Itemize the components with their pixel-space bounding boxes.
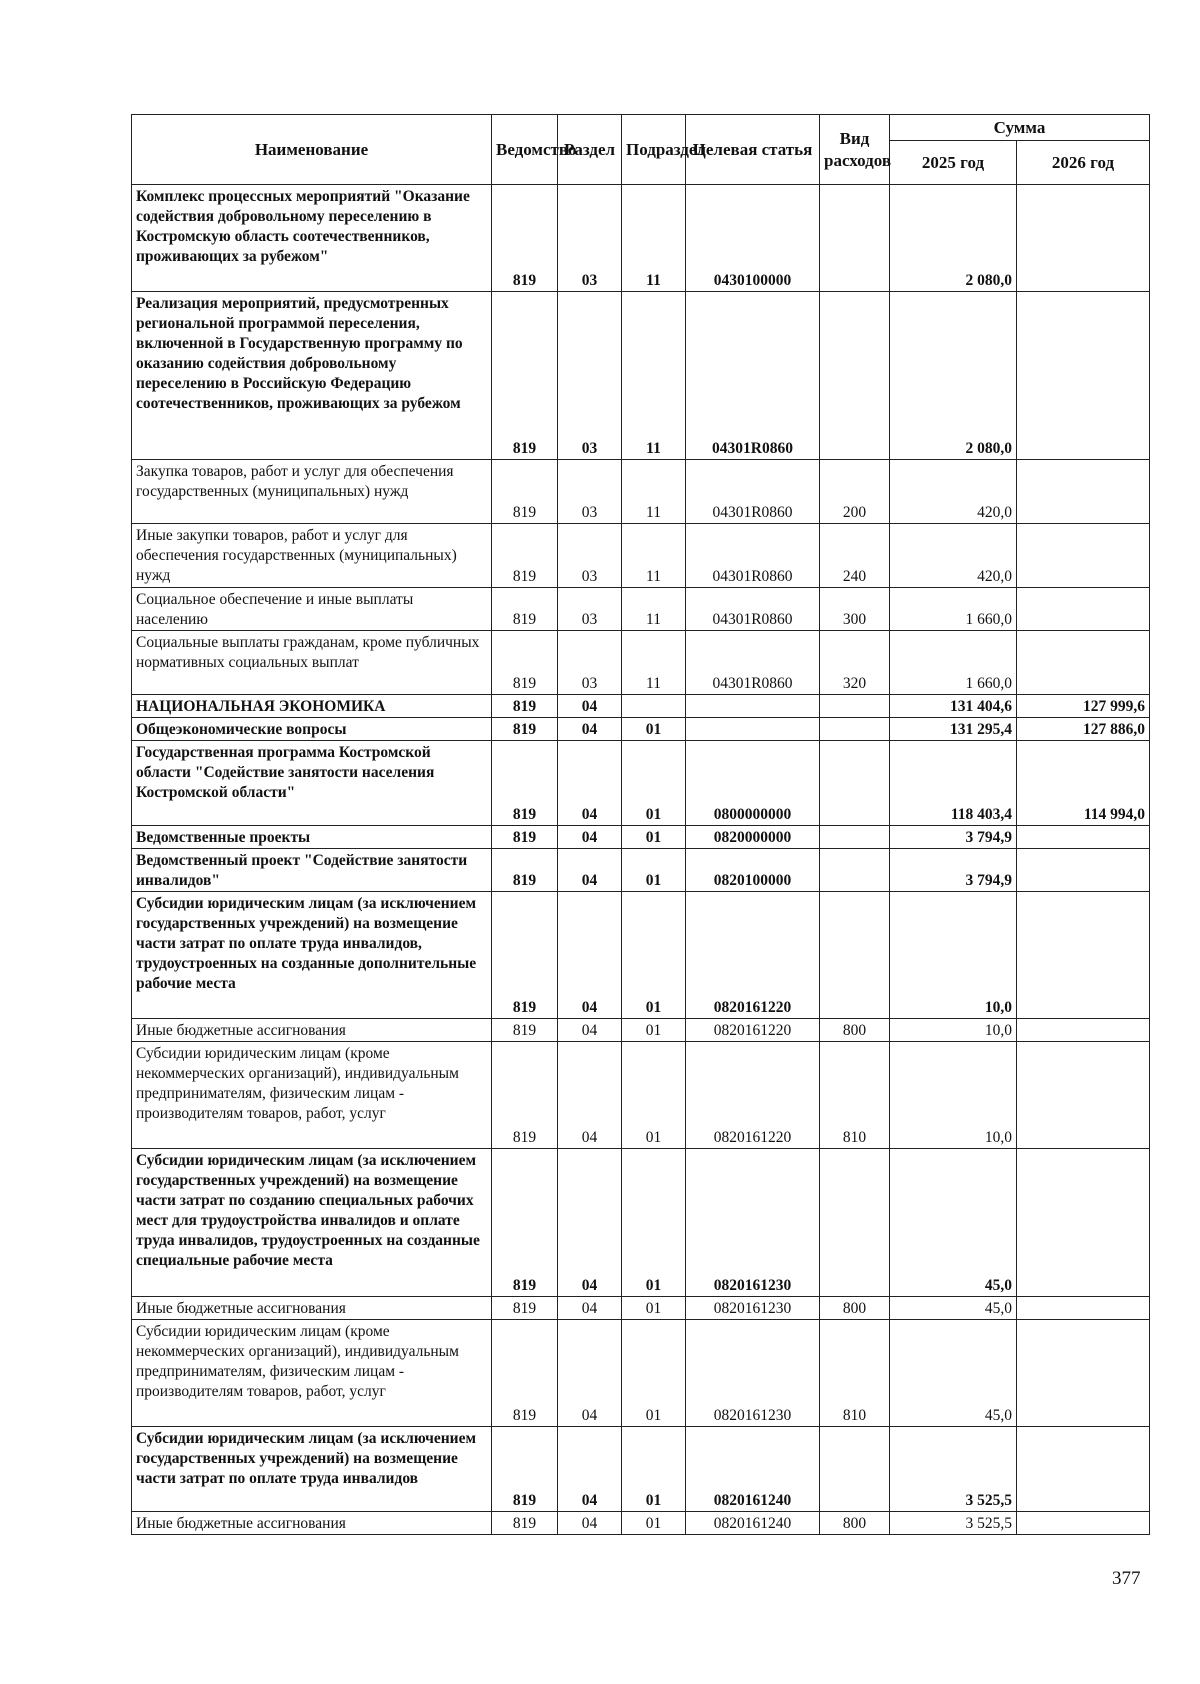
cell-podrazdel: 01 (622, 741, 686, 826)
cell-podrazdel: 11 (622, 292, 686, 460)
table-row (132, 1297, 1150, 1320)
header-razdel: Раздел (558, 115, 622, 185)
cell-sum-2025: 420,0 (890, 524, 1017, 588)
cell-celevaya-statya: 04301R0860 (686, 460, 820, 524)
cell-podrazdel: 11 (622, 588, 686, 631)
cell-sum-2026 (1017, 1149, 1150, 1297)
cell-podrazdel: 01 (622, 1512, 686, 1535)
table-body (132, 185, 1150, 1535)
cell-vid-rashodov (820, 292, 890, 460)
cell-vid-rashodov: 800 (820, 1512, 890, 1535)
cell-vid-rashodov: 240 (820, 524, 890, 588)
cell-celevaya-statya: 0820161220 (686, 892, 820, 1019)
cell-sum-2025: 3 794,9 (890, 849, 1017, 892)
table-row (132, 826, 1150, 849)
cell-vid-rashodov: 320 (820, 631, 890, 695)
cell-name: НАЦИОНАЛЬНАЯ ЭКОНОМИКА (132, 695, 492, 718)
cell-podrazdel: 11 (622, 185, 686, 292)
table-row (132, 1042, 1150, 1149)
cell-vedomstvo: 819 (492, 892, 558, 1019)
page-number: 377 (1112, 1568, 1141, 1589)
cell-razdel: 04 (558, 718, 622, 741)
table-row (132, 588, 1150, 631)
cell-sum-2026 (1017, 1019, 1150, 1042)
cell-sum-2026 (1017, 185, 1150, 292)
cell-name: Субсидии юридическим лицам (кроме некоммерческих организаций), индивидуальным предпринимателям, физическим лицам - производителям товаров, работ, услуг (132, 1320, 492, 1427)
table-row (132, 292, 1150, 460)
cell-vid-rashodov (820, 826, 890, 849)
cell-razdel: 04 (558, 849, 622, 892)
cell-vid-rashodov (820, 849, 890, 892)
cell-name: Ведомственный проект "Содействие занятости инвалидов" (132, 849, 492, 892)
cell-name: Государственная программа Костромской области "Содействие занятости населения Костромской области" (132, 741, 492, 826)
cell-podrazdel: 01 (622, 826, 686, 849)
table-row (132, 185, 1150, 292)
cell-name: Иные бюджетные ассигнования (132, 1512, 492, 1535)
cell-name: Социальное обеспечение и иные выплаты населению (132, 588, 492, 631)
table-row (132, 1149, 1150, 1297)
cell-name: Общеэкономические вопросы (132, 718, 492, 741)
cell-vid-rashodov (820, 1427, 890, 1512)
cell-sum-2025: 10,0 (890, 1019, 1017, 1042)
cell-name: Субсидии юридическим лицам (за исключением государственных учреждений) на возмещение части затрат по оплате труда инвалидов, трудоустроенных на созданные дополнительные рабочие места (132, 892, 492, 1019)
cell-sum-2026 (1017, 849, 1150, 892)
header-year-2025: 2025 год (890, 141, 1017, 185)
cell-name: Субсидии юридическим лицам (за исключением государственных учреждений) на возмещение части затрат по созданию специальных рабочих мест для трудоустройства инвалидов и оплате труда инвалидов, трудоустроенных на созданные специальные рабочие места (132, 1149, 492, 1297)
cell-vedomstvo: 819 (492, 1512, 558, 1535)
cell-vedomstvo: 819 (492, 695, 558, 718)
cell-sum-2025: 45,0 (890, 1297, 1017, 1320)
cell-vedomstvo: 819 (492, 588, 558, 631)
cell-vedomstvo: 819 (492, 849, 558, 892)
cell-razdel: 04 (558, 1427, 622, 1512)
cell-vid-rashodov: 800 (820, 1019, 890, 1042)
cell-podrazdel: 11 (622, 524, 686, 588)
cell-sum-2026: 127 886,0 (1017, 718, 1150, 741)
header-podrazdel: Подраздел (622, 115, 686, 185)
cell-vid-rashodov: 800 (820, 1297, 890, 1320)
cell-podrazdel: 01 (622, 718, 686, 741)
cell-name: Ведомственные проекты (132, 826, 492, 849)
cell-vid-rashodov: 810 (820, 1320, 890, 1427)
table-row (132, 1019, 1150, 1042)
cell-sum-2026 (1017, 588, 1150, 631)
cell-sum-2025: 45,0 (890, 1149, 1017, 1297)
cell-vedomstvo: 819 (492, 1019, 558, 1042)
cell-vedomstvo: 819 (492, 460, 558, 524)
cell-celevaya-statya: 04301R0860 (686, 631, 820, 695)
cell-sum-2025: 420,0 (890, 460, 1017, 524)
table-row (132, 1427, 1150, 1512)
cell-celevaya-statya: 0820100000 (686, 849, 820, 892)
cell-sum-2026 (1017, 826, 1150, 849)
cell-razdel: 04 (558, 1512, 622, 1535)
cell-vedomstvo: 819 (492, 1427, 558, 1512)
cell-razdel: 04 (558, 1320, 622, 1427)
cell-celevaya-statya: 0430100000 (686, 185, 820, 292)
cell-vedomstvo: 819 (492, 1320, 558, 1427)
cell-vid-rashodov (820, 892, 890, 1019)
cell-razdel: 03 (558, 185, 622, 292)
cell-vid-rashodov (820, 718, 890, 741)
cell-sum-2025: 1 660,0 (890, 631, 1017, 695)
cell-sum-2026 (1017, 292, 1150, 460)
cell-podrazdel: 01 (622, 1297, 686, 1320)
cell-razdel: 03 (558, 631, 622, 695)
cell-vedomstvo: 819 (492, 826, 558, 849)
table-row (132, 1320, 1150, 1427)
header-celevaya-statya: Целевая статья (686, 115, 820, 185)
cell-celevaya-statya: 04301R0860 (686, 292, 820, 460)
table-row (132, 718, 1150, 741)
cell-celevaya-statya: 0800000000 (686, 741, 820, 826)
budget-table (131, 114, 1150, 1535)
cell-name: Иные закупки товаров, работ и услуг для обеспечения государственных (муниципальных) нужд (132, 524, 492, 588)
cell-sum-2025: 3 525,5 (890, 1427, 1017, 1512)
cell-podrazdel: 11 (622, 631, 686, 695)
table-row (132, 524, 1150, 588)
cell-vedomstvo: 819 (492, 292, 558, 460)
cell-razdel: 04 (558, 695, 622, 718)
cell-razdel: 04 (558, 1042, 622, 1149)
cell-sum-2026 (1017, 1512, 1150, 1535)
cell-name: Реализация мероприятий, предусмотренных региональной программой переселения, включенной в Государственную программу по оказанию содействия добровольному переселению в Российскую Федерацию соотечественников, проживающих за рубежом (132, 292, 492, 460)
cell-sum-2026 (1017, 1042, 1150, 1149)
cell-sum-2025: 3 794,9 (890, 826, 1017, 849)
header-vedomstvo: Ведомство (492, 115, 558, 185)
cell-sum-2025: 1 660,0 (890, 588, 1017, 631)
cell-sum-2025: 10,0 (890, 1042, 1017, 1149)
table-row (132, 695, 1150, 718)
table-row (132, 631, 1150, 695)
cell-vid-rashodov (820, 741, 890, 826)
cell-podrazdel: 01 (622, 892, 686, 1019)
cell-vedomstvo: 819 (492, 718, 558, 741)
cell-sum-2026 (1017, 892, 1150, 1019)
cell-razdel: 04 (558, 826, 622, 849)
cell-sum-2025: 10,0 (890, 892, 1017, 1019)
cell-sum-2026 (1017, 524, 1150, 588)
cell-vedomstvo: 819 (492, 741, 558, 826)
cell-vid-rashodov (820, 185, 890, 292)
cell-celevaya-statya (686, 718, 820, 741)
cell-vid-rashodov (820, 1149, 890, 1297)
cell-vedomstvo: 819 (492, 524, 558, 588)
header-name: Наименование (132, 115, 492, 185)
cell-vid-rashodov: 300 (820, 588, 890, 631)
cell-podrazdel: 01 (622, 1019, 686, 1042)
cell-sum-2026 (1017, 631, 1150, 695)
cell-name: Субсидии юридическим лицам (за исключением государственных учреждений) на возмещение части затрат по оплате труда инвалидов (132, 1427, 492, 1512)
cell-vid-rashodov: 810 (820, 1042, 890, 1149)
cell-name: Комплекс процессных мероприятий "Оказание содействия добровольному переселению в Костромскую область соотечественников, проживающих за рубежом" (132, 185, 492, 292)
cell-podrazdel (622, 695, 686, 718)
cell-razdel: 03 (558, 460, 622, 524)
cell-sum-2026: 127 999,6 (1017, 695, 1150, 718)
cell-celevaya-statya: 0820161230 (686, 1149, 820, 1297)
cell-vedomstvo: 819 (492, 1042, 558, 1149)
cell-vid-rashodov (820, 695, 890, 718)
cell-razdel: 04 (558, 1297, 622, 1320)
budget-table-sheet (131, 114, 1149, 1535)
cell-name: Субсидии юридическим лицам (кроме некоммерческих организаций), индивидуальным предпринимателям, физическим лицам - производителям товаров, работ, услуг (132, 1042, 492, 1149)
cell-name: Иные бюджетные ассигнования (132, 1297, 492, 1320)
cell-podrazdel: 01 (622, 1042, 686, 1149)
cell-celevaya-statya: 0820161230 (686, 1320, 820, 1427)
cell-celevaya-statya: 0820000000 (686, 826, 820, 849)
cell-vedomstvo: 819 (492, 1297, 558, 1320)
cell-sum-2025: 131 295,4 (890, 718, 1017, 741)
table-row (132, 892, 1150, 1019)
cell-celevaya-statya: 04301R0860 (686, 524, 820, 588)
cell-celevaya-statya: 0820161220 (686, 1042, 820, 1149)
cell-name: Закупка товаров, работ и услуг для обеспечения государственных (муниципальных) нужд (132, 460, 492, 524)
table-row (132, 460, 1150, 524)
cell-vedomstvo: 819 (492, 631, 558, 695)
cell-vedomstvo: 819 (492, 1149, 558, 1297)
cell-sum-2025: 118 403,4 (890, 741, 1017, 826)
cell-sum-2025: 45,0 (890, 1320, 1017, 1427)
cell-sum-2026 (1017, 1320, 1150, 1427)
cell-razdel: 04 (558, 1019, 622, 1042)
cell-celevaya-statya: 0820161240 (686, 1427, 820, 1512)
cell-sum-2025: 3 525,5 (890, 1512, 1017, 1535)
cell-razdel: 04 (558, 1149, 622, 1297)
cell-razdel: 03 (558, 524, 622, 588)
cell-sum-2025: 131 404,6 (890, 695, 1017, 718)
cell-celevaya-statya: 04301R0860 (686, 588, 820, 631)
cell-name: Иные бюджетные ассигнования (132, 1019, 492, 1042)
cell-sum-2026 (1017, 1297, 1150, 1320)
cell-podrazdel: 01 (622, 1427, 686, 1512)
cell-podrazdel: 01 (622, 1149, 686, 1297)
table-row (132, 1512, 1150, 1535)
cell-podrazdel: 11 (622, 460, 686, 524)
cell-celevaya-statya: 0820161240 (686, 1512, 820, 1535)
cell-vedomstvo: 819 (492, 185, 558, 292)
header-summa: Сумма (890, 115, 1150, 141)
cell-celevaya-statya: 0820161220 (686, 1019, 820, 1042)
cell-razdel: 03 (558, 292, 622, 460)
cell-vid-rashodov: 200 (820, 460, 890, 524)
cell-name: Социальные выплаты гражданам, кроме публичных нормативных социальных выплат (132, 631, 492, 695)
cell-razdel: 03 (558, 588, 622, 631)
header-year-2026: 2026 год (1017, 141, 1150, 185)
cell-sum-2026 (1017, 460, 1150, 524)
cell-razdel: 04 (558, 892, 622, 1019)
cell-sum-2026: 114 994,0 (1017, 741, 1150, 826)
cell-sum-2026 (1017, 1427, 1150, 1512)
table-row (132, 741, 1150, 826)
cell-podrazdel: 01 (622, 849, 686, 892)
cell-sum-2025: 2 080,0 (890, 185, 1017, 292)
header-vid-rashodov: Вид расходов (820, 115, 890, 185)
cell-celevaya-statya: 0820161230 (686, 1297, 820, 1320)
cell-podrazdel: 01 (622, 1320, 686, 1427)
cell-celevaya-statya (686, 695, 820, 718)
cell-razdel: 04 (558, 741, 622, 826)
table-row (132, 849, 1150, 892)
cell-sum-2025: 2 080,0 (890, 292, 1017, 460)
